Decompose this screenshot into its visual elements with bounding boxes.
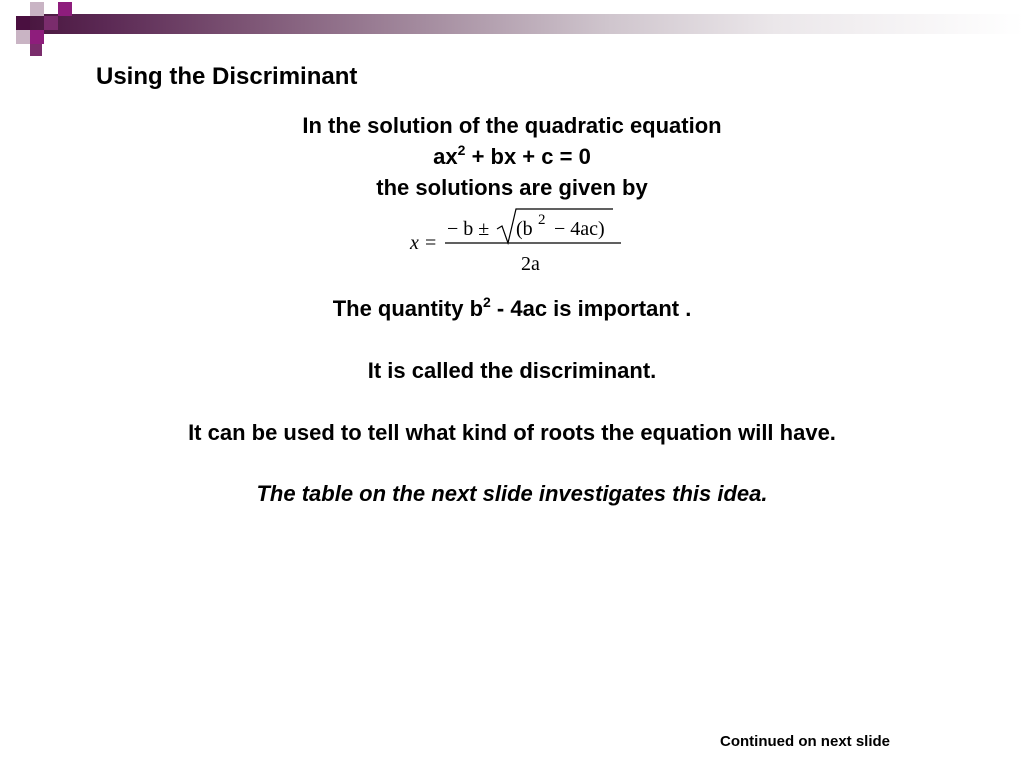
quadratic-equation (0, 141, 1024, 172)
quantity-exponent: 2 (483, 294, 491, 310)
usage-paragraph: It can be used to tell what kind of roots the equation will have. (188, 420, 836, 445)
called-paragraph: It is called the discriminant. (367, 358, 657, 383)
quadratic-formula-svg (405, 207, 635, 277)
quantity-before: The quantity b (332, 296, 484, 321)
formula-lhs: x (410, 232, 419, 254)
formula-exponent: 2 (538, 212, 546, 228)
intro-line-1: In the solution of the quadratic equation (302, 113, 722, 138)
header-gradient-band (30, 14, 1024, 34)
footer-note: Continued on next slide (720, 733, 891, 750)
quadratic-formula (0, 203, 1024, 277)
formula-paren-b: (b (516, 218, 533, 240)
formula-minus-4ac: − 4ac) (554, 218, 605, 240)
equation-rest: + bx + c = 0 (465, 144, 591, 169)
decor-square (58, 2, 72, 16)
decor-square (30, 2, 44, 16)
formula-denominator: 2a (521, 253, 540, 275)
decor-square (30, 30, 44, 44)
equation-ax: ax (433, 144, 458, 169)
intro-line-3: the solutions are given by (376, 175, 648, 200)
formula-equals: = (425, 232, 437, 254)
header-decoration (0, 0, 1024, 48)
decor-square (16, 16, 30, 30)
decor-square (30, 44, 42, 56)
quantity-after: - 4ac is important . (490, 296, 692, 321)
next-slide-paragraph: The table on the next slide investigates this idea. (256, 481, 768, 506)
formula-minus-b: − b ± (447, 218, 490, 240)
quantity-paragraph (0, 296, 1024, 322)
slide-title: Using the Discriminant (96, 63, 358, 90)
decor-square (16, 30, 30, 44)
equation-exponent: 2 (457, 142, 466, 158)
intro-block (0, 110, 1024, 277)
decor-square (44, 16, 58, 30)
